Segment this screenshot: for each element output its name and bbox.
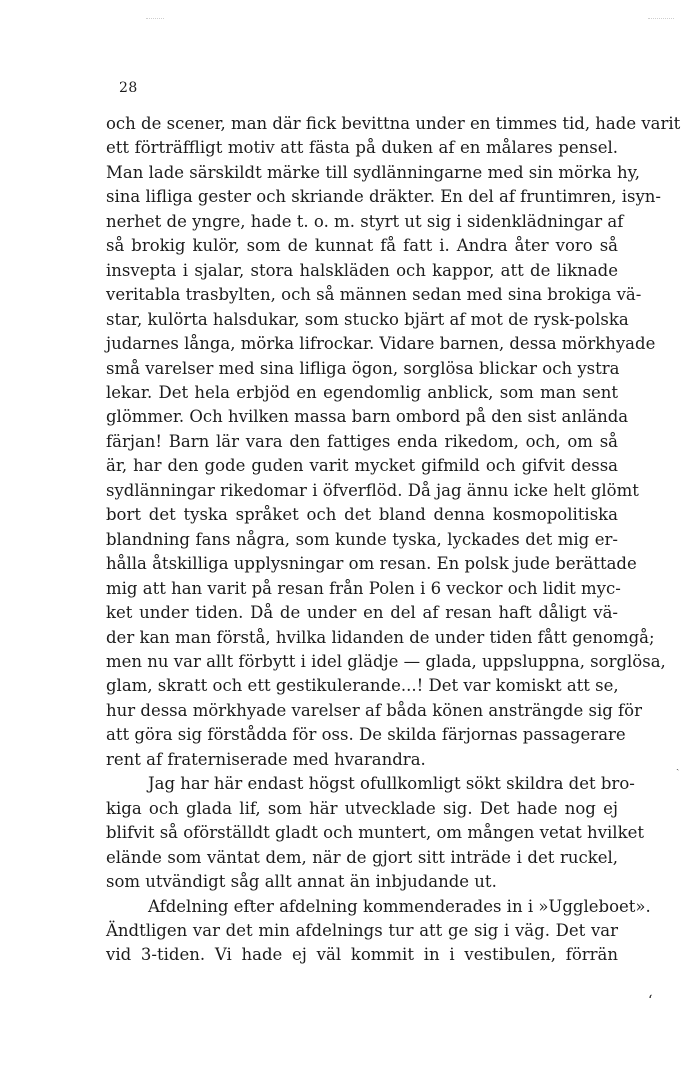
text-line: glömmer. Och hvilken massa barn ombord på den sist anlända [106,407,629,427]
text-line: nerhet de yngre, hade t. o. m. styrt ut sig i sidenklädningar af [106,211,624,231]
text-line: vid 3-tiden. Vi hade ej väl kommit in i vestibulen, förrän [106,945,618,965]
paragraph-1 [106,112,681,772]
paragraph-2 [106,772,644,894]
text-line: blifvit så oförställdt gladt och muntert, om mången vetat hvilket [106,823,644,843]
text-line: insvepta i sjalar, stora halskläden och kappor, att de liknade [106,260,618,280]
page-number: 28 [119,80,138,96]
scan-speck [648,18,674,20]
text-line: ket under tiden. Då de under en del af resan haft dåligt vä- [106,603,618,623]
text-line: så brokig kulör, som de kunnat få fatt i. Andra åter voro så [106,236,618,256]
text-line: hålla åtskilliga upplysningar om resan. En polsk jude berättade [106,554,637,574]
text-line: kiga och glada lif, som här utvecklade sig. Det hade nog ej [106,798,618,818]
text-line: elände som väntat dem, när de gjort sitt inträde i det ruckel, [106,847,618,867]
body-text [106,112,681,968]
text-line: bort det tyska språket och det bland denna kosmopolitiska [106,505,618,525]
text-line: sina lifliga gester och skriande dräkter. En del af fruntimren, isyn- [106,187,662,207]
text-line: judarnes långa, mörka lifrockar. Vidare barnen, dessa mörkhyade [106,334,656,354]
text-line: ett förträffligt motiv att fästa på duken af en målares pensel. [106,138,618,158]
text-line: glam, skratt och ett gestikulerande...! Det var komiskt att se, [106,676,619,696]
text-line: der kan man förstå, hvilka lidanden de under tiden fått genomgå; [106,627,655,647]
text-line: men nu var allt förbytt i idel glädje — glada, uppsluppna, sorglösa, [106,651,666,671]
text-line: som utvändigt såg allt annat än inbjudande ut. [106,872,497,892]
text-line: hur dessa mörkhyade varelser af båda könen ansträngde sig för [106,700,642,720]
paragraph-3 [106,895,651,968]
text-line: Afdelning efter afdelning kommenderades in i »Uggleboet». [148,896,651,916]
scan-speck: ʻ [648,993,653,1009]
scan-speck: ˎ [676,760,680,771]
text-line: sydlänningar rikedomar i öfverflöd. Då jag ännu icke helt glömt [106,480,639,500]
text-line: färjan! Barn lär vara den fattiges enda rikedom, och, om så [106,431,618,451]
text-line: är, har den gode guden varit mycket gifmild och gifvit dessa [106,456,618,476]
scan-speck [146,18,164,20]
text-line: Jag har här endast högst ofullkomligt sökt skildra det bro- [148,774,635,794]
text-line: veritabla trasbylten, och så männen sedan med sina brokiga vä- [106,285,642,305]
text-line: små varelser med sina lifliga ögon, sorglösa blickar och ystra [106,358,620,378]
text-line: och de scener, man där fick bevittna under en timmes tid, hade varit [106,114,681,133]
text-line: rent af fraterniserade med hvarandra. [106,749,426,769]
text-line: blandning fans några, som kunde tyska, lyckades det mig er- [106,529,618,549]
text-line: Man lade särskildt märke till sydlänningarne med sin mörka hy, [106,162,640,182]
text-line: att göra sig förstådda för oss. De skilda färjornas passagerare [106,725,626,745]
text-line: lekar. Det hela erbjöd en egendomlig anblick, som man sent [106,382,618,402]
text-line: star, kulörta halsdukar, som stucko bjärt af mot de rysk-polska [106,309,629,329]
text-line: Ändtligen var det min afdelnings tur att ge sig i väg. Det var [106,920,618,940]
text-line: mig att han varit på resan från Polen i 6 veckor och lidit myc- [106,578,621,598]
